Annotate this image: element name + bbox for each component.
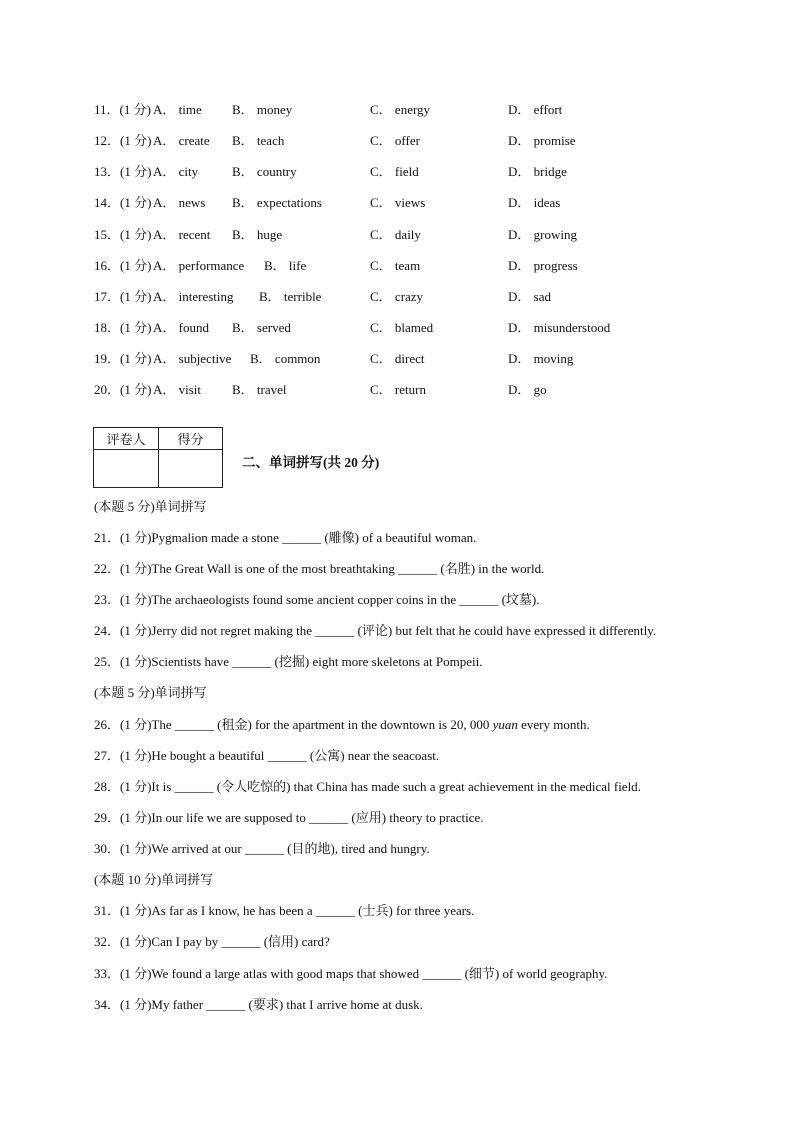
question-number: 17．(1 分) [94, 289, 152, 304]
score-header: 得分 [159, 428, 223, 450]
option-a: A． subjective [153, 351, 232, 366]
option-b: B． teach [232, 133, 285, 148]
group-heading: (本题 10 分)单词拼写 [94, 872, 214, 887]
option-c: C． return [370, 382, 426, 397]
option-d: D． promise [508, 133, 576, 148]
option-b: B． terrible [259, 289, 322, 304]
spelling-question: 30．(1 分)We arrived at our ______ (目的地), tired and hungry. [94, 841, 430, 856]
option-d: D． go [508, 382, 547, 397]
option-d: D． moving [508, 351, 574, 366]
question-number: 18．(1 分) [94, 320, 152, 335]
option-a: A． visit [153, 382, 202, 397]
option-a: A． city [153, 164, 199, 179]
spelling-question: 28．(1 分)It is ______ (令人吃惊的) that China has made such a great achievement in the medical field. [94, 779, 641, 794]
option-d: D． effort [508, 102, 563, 117]
spelling-question: 27．(1 分)He bought a beautiful ______ (公寓) near the seacoast. [94, 748, 440, 763]
option-c: C． offer [370, 133, 420, 148]
group-heading: (本题 5 分)单词拼写 [94, 499, 207, 514]
option-b: B． money [232, 102, 293, 117]
option-b: B． country [232, 164, 297, 179]
option-c: C． crazy [370, 289, 424, 304]
option-b: B． served [232, 320, 291, 335]
option-c: C． blamed [370, 320, 434, 335]
question-number: 19．(1 分) [94, 351, 152, 366]
option-d: D． misunderstood [508, 320, 611, 335]
section-title: 二、单词拼写(共 20 分) [242, 455, 380, 470]
group-heading: (本题 5 分)单词拼写 [94, 685, 207, 700]
spelling-question: 21．(1 分)Pygmalion made a stone ______ (雕像) of a beautiful woman. [94, 530, 477, 545]
spelling-question: 24．(1 分)Jerry did not regret making the ______ (评论) but felt that he could have expressed it differently. [94, 623, 657, 638]
question-number: 11．(1 分) [94, 102, 151, 117]
spelling-question: 31．(1 分)As far as I know, he has been a ______ (士兵) for three years. [94, 903, 475, 918]
option-c: C． daily [370, 227, 421, 242]
option-a: A． interesting [153, 289, 234, 304]
option-d: D． ideas [508, 195, 561, 210]
option-a: A． time [153, 102, 202, 117]
option-b: B． common [250, 351, 321, 366]
spelling-question: 22．(1 分)The Great Wall is one of the most breathtaking ______ (名胜) in the world. [94, 561, 545, 576]
question-number: 20．(1 分) [94, 382, 152, 397]
option-c: C． direct [370, 351, 425, 366]
option-d: D． bridge [508, 164, 567, 179]
option-b: B． expectations [232, 195, 322, 210]
question-text: 26．(1 分)The ______ (租金) for the apartment in the downtown is 20, 000 [94, 717, 493, 732]
option-d: D． growing [508, 227, 577, 242]
option-c: C． field [370, 164, 419, 179]
question-number: 12．(1 分) [94, 133, 152, 148]
option-c: C． views [370, 195, 426, 210]
italic-word: yuan [492, 717, 518, 732]
spelling-question: 29．(1 分)In our life we are supposed to ______ (应用) theory to practice. [94, 810, 484, 825]
option-a: A． news [153, 195, 206, 210]
spelling-question: 23．(1 分)The archaeologists found some ancient copper coins in the ______ (坟墓). [94, 592, 540, 607]
question-number: 16．(1 分) [94, 258, 152, 273]
question-text-end: every month. [517, 717, 590, 732]
question-number: 15．(1 分) [94, 227, 152, 242]
spelling-question: 32．(1 分)Can I pay by ______ (信用) card? [94, 934, 330, 949]
option-a: A． create [153, 133, 210, 148]
spelling-question [94, 716, 590, 734]
option-a: A． performance [153, 258, 245, 273]
grader-header: 评卷人 [94, 428, 159, 450]
option-b: B． life [264, 258, 307, 273]
option-c: C． team [370, 258, 421, 273]
option-b: B． travel [232, 382, 287, 397]
spelling-question: 33．(1 分)We found a large atlas with good maps that showed ______ (细节) of world geography. [94, 966, 608, 981]
question-number: 14．(1 分) [94, 195, 152, 210]
grader-cell [94, 450, 159, 488]
question-number: 13．(1 分) [94, 164, 152, 179]
option-d: D． sad [508, 289, 551, 304]
option-a: A． found [153, 320, 209, 335]
option-b: B． huge [232, 227, 283, 242]
spelling-question: 25．(1 分)Scientists have ______ (挖掘) eight more skeletons at Pompeii. [94, 654, 483, 669]
option-c: C． energy [370, 102, 431, 117]
score-cell [159, 450, 223, 488]
grader-score-table [93, 427, 223, 488]
option-d: D． progress [508, 258, 578, 273]
spelling-question: 34．(1 分)My father ______ (要求) that I arrive home at dusk. [94, 997, 423, 1012]
option-a: A． recent [153, 227, 211, 242]
